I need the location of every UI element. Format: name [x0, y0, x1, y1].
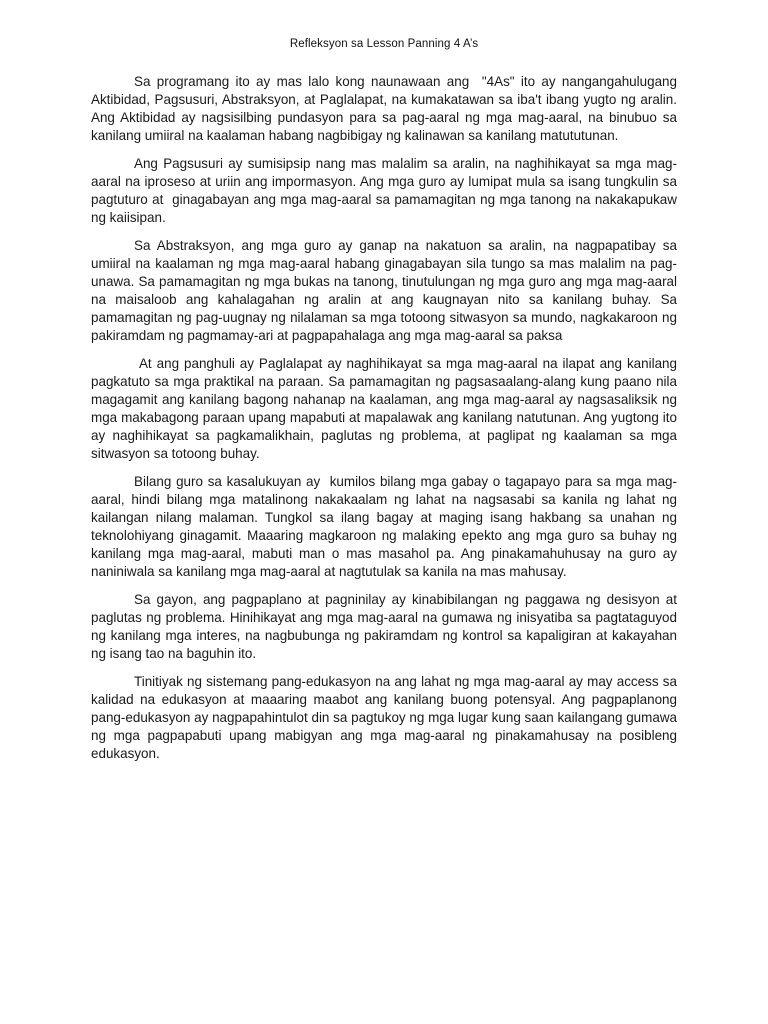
paragraph-application: At ang panghuli ay Paglalapat ay naghihikayat sa mga mag-aaral na ilapat ang kanilang pagkatuto sa mga praktikal na paraan. Sa pamamagitan ng pagsasaalang-alang kung paano nila magagamit ang kanilang bagong nahanap na kaalaman, ang mga mag-aaral ay nagsasaliksik ng mga makabagong paraan upang mapabuti at mapalawak ang kanilang natutunan. Ang yugtong ito ay naghihikayat sa pagkamalikhain, paglutas ng problema, at paglipat ng kaalaman sa mga sitwasyon sa totoong buhay. — [91, 356, 681, 461]
paragraph-teacher-role: Bilang guro sa kasalukuyan ay kumilos bilang mga gabay o tagapayo para sa mga mag-aaral, hindi bilang mga matalinong nakakaalam ng lahat na nagsasabi sa kanila ng lahat ng kailangan nilang malaman. Tungkol sa ilang bagay at maging isang hakbang sa unahan ng teknolohiyang ginagamit. Maaaring magkaroon ng malaking epekto ang mga guro sa buhay ng kanilang mga mag-aaral, mabuti man o mas masahol pa. Ang pinakamahuhusay na guro ay naniniwala sa kanilang mga mag-aaral at nagtutulak sa kanila na mas mahusay. — [91, 474, 681, 580]
paragraph-activity-intro: Sa programang ito ay mas lalo kong naunawaan ang "4As" ito ay nangangahulugang Aktibidad, Pagsusuri, Abstraksyon, at Paglalapat, na kumakatawan sa iba't ibang yugto ng aralin. Ang Aktibidad ay nagsisilbing pundasyon para sa pag-aaral ng mga mag-aaral, na binubuo sa kanilang umiiral na kaalaman habang nagbibigay ng kalinawan sa kanilang matututunan. — [91, 74, 681, 143]
document-body — [91, 73, 681, 773]
paragraph-analysis: Ang Pagsusuri ay sumisipsip nang mas malalim sa aralin, na naghihikayat sa mga mag-aaral na iproseso at uriin ang impormasyon. Ang mga guro ay lumipat mula sa isang tungkulin sa pagtuturo at ginagabayan ang mga mag-aaral sa pamamagitan ng mga tanong na nakakapukaw ng kaiisipan. — [91, 156, 681, 225]
paragraph-planning-reflection: Sa gayon, ang pagpaplano at pagninilay ay kinabibilangan ng paggawa ng desisyon at paglutas ng problema. Hinihikayat ang mga mag-aaral na gumawa ng inisyatiba sa pagtataguyod ng kanilang mga interes, na nagbubunga ng pakiramdam ng kontrol sa kapaligiran at kakayahan ng isang tao na baguhin ito. — [91, 592, 681, 662]
paragraph-abstraction: Sa Abstraksyon, ang mga guro ay ganap na nakatuon sa aralin, na nagpapatibay sa umiiral na kaalaman ng mga mag-aaral habang ginagabayan sila tungo sa mas malalim na pag-unawa. Sa pamamagitan ng mga bukas na tanong, tinutulungan ng mga guro ang mga mag-aaral na maisaloob ang kahalagahan ng aralin at ang kaugnayan nito sa kanilang buhay. Sa pamamagitan ng pag-uugnay ng nilalaman sa mga totoong sitwasyon sa mundo, nagkakaroon ng pakiramdam ng pagmamay-ari at pagpapahalaga ang mga mag-aaral sa paksa — [91, 238, 681, 343]
paragraph-education-system: Tinitiyak ng sistemang pang-edukasyon na ang lahat ng mga mag-aaral ay may access sa kalidad na edukasyon at maaaring maabot ang kanilang buong potensyal. Ang pagpaplanong pang-edukasyon ay nagpapahintulot din sa pagtukoy ng mga lugar kung saan kailangang gumawa ng mga pagpapabuti upang mabigyan ang mga mag-aaral ng pinakamahusay na posibleng edukasyon. — [91, 674, 681, 762]
document-title: Refleksyon sa Lesson Panning 4 A’s — [289, 38, 479, 50]
